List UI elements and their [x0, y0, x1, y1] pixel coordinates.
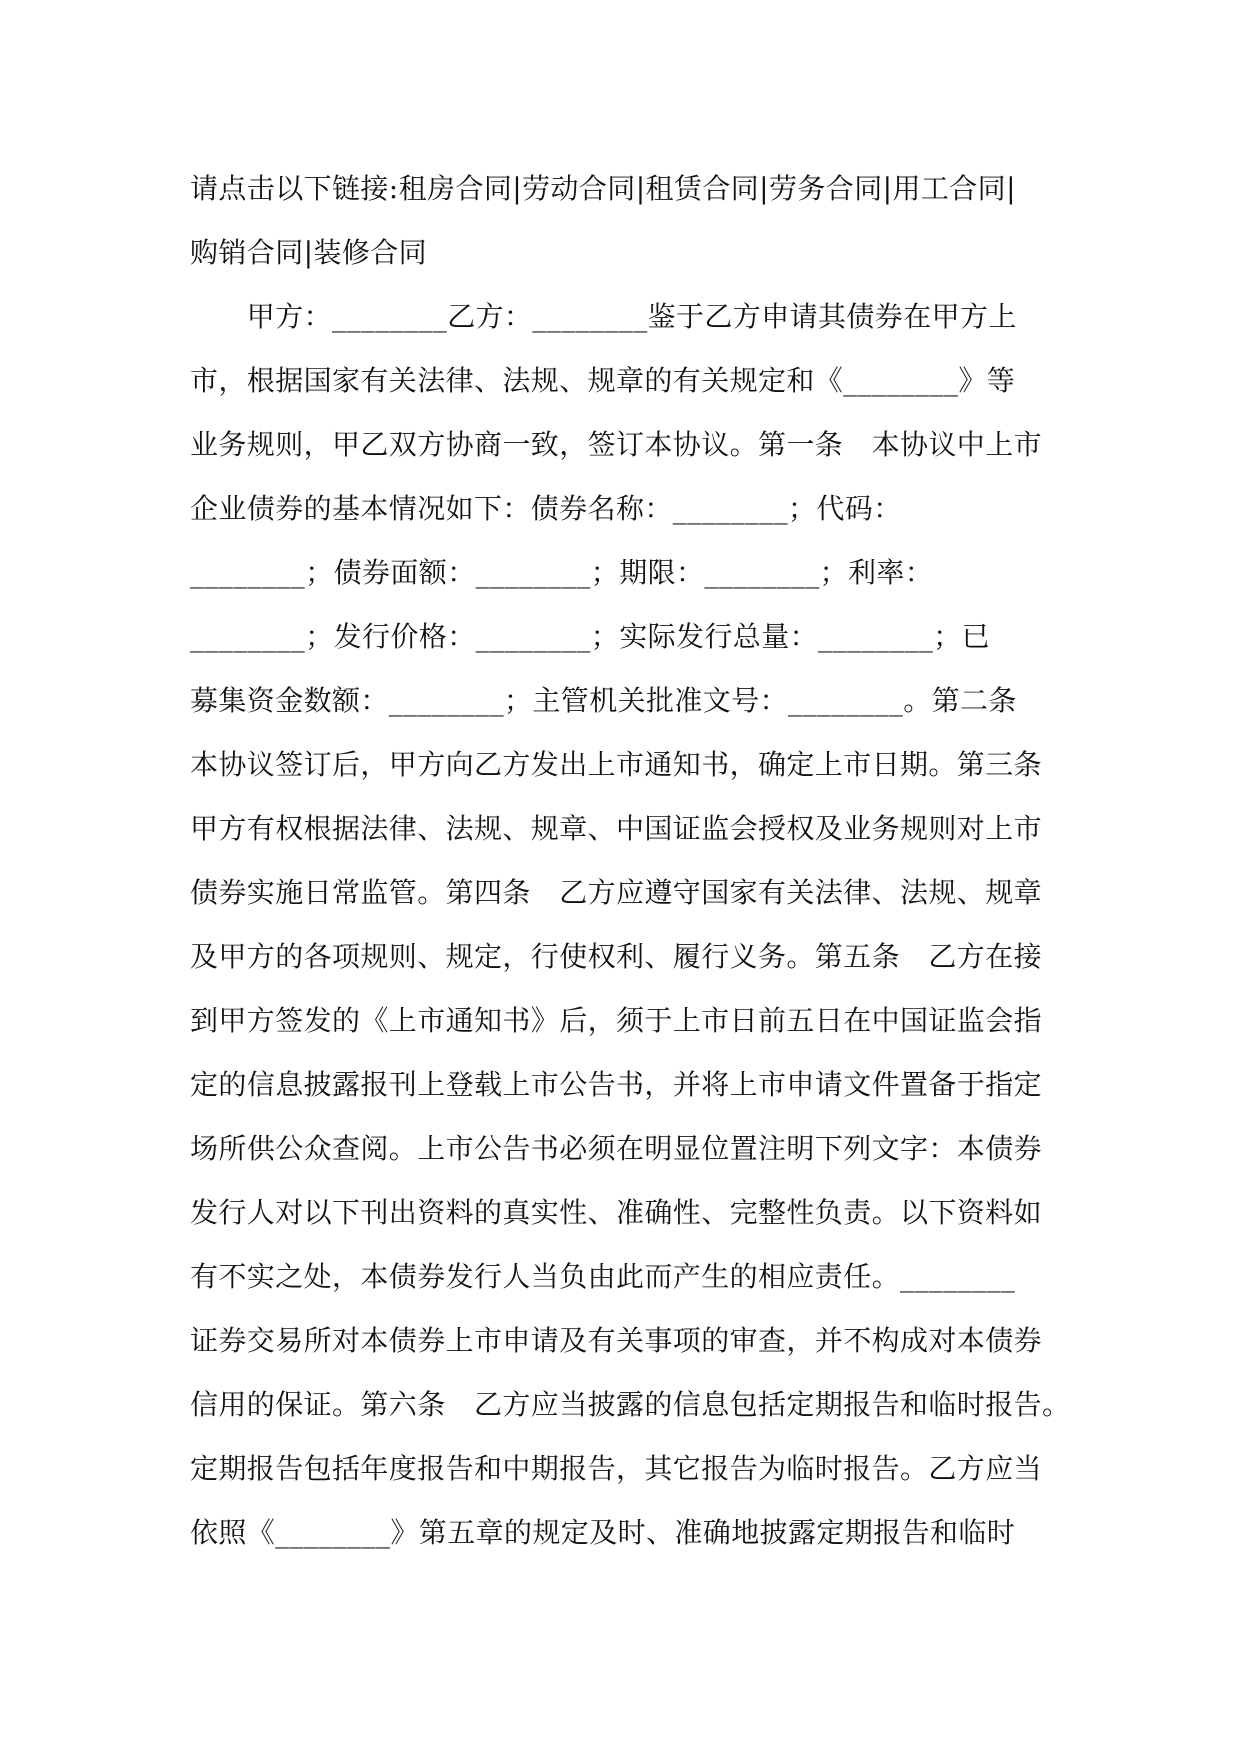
- link-separator: |: [882, 172, 893, 205]
- link-labor-contract[interactable]: 劳动合同: [522, 172, 636, 205]
- document-body: [190, 157, 1071, 1565]
- contract-links-line-2: [190, 221, 1060, 285]
- paragraph-line: 业务规则，甲乙双方协商一致，签订本协议。第一条 本协议中上市: [190, 428, 1043, 461]
- links-prefix: 请点击以下链接:: [190, 172, 399, 205]
- paragraph-line: 甲方有权根据法律、法规、规章、中国证监会授权及业务规则对上市: [190, 812, 1043, 845]
- link-separator: |: [512, 172, 523, 205]
- paragraph-line: ________；债券面额：________；期限：________；利率：: [190, 556, 934, 589]
- contract-links-line-1: [190, 157, 1060, 221]
- paragraph-line: 本协议签订后，甲方向乙方发出上市通知书，确定上市日期。第三条: [190, 748, 1043, 781]
- paragraph-line: 发行人对以下刊出资料的真实性、准确性、完整性负责。以下资料如: [190, 1196, 1043, 1229]
- link-service-contract[interactable]: 劳务合同: [769, 172, 883, 205]
- paragraph-line: 及甲方的各项规则、规定，行使权利、履行义务。第五条 乙方在接: [190, 940, 1043, 973]
- paragraph-line: ________；发行价格：________；实际发行总量：________；已: [190, 620, 991, 653]
- link-separator: |: [1006, 172, 1016, 205]
- link-separator: |: [303, 236, 314, 269]
- paragraph-line: 依照《________》第五章的规定及时、准确地披露定期报告和临时: [190, 1516, 1016, 1549]
- link-lease-contract[interactable]: 租赁合同: [645, 172, 760, 205]
- paragraph-line: 证券交易所对本债券上市申请及有关事项的审查，并不构成对本债券: [190, 1324, 1043, 1357]
- link-purchase-sales-contract[interactable]: 购销合同: [190, 236, 304, 269]
- paragraph-line: 定的信息披露报刊上登载上市公告书，并将上市申请文件置备于指定: [190, 1068, 1043, 1101]
- paragraph-line: 市，根据国家有关法律、法规、规章的有关规定和《________》等: [190, 364, 1016, 397]
- paragraph-line: 甲方：________乙方：________鉴于乙方申请其债券在甲方上: [190, 300, 1017, 333]
- link-decoration-contract[interactable]: 装修合同: [313, 236, 428, 269]
- link-employment-contract[interactable]: 用工合同: [892, 172, 1007, 205]
- paragraph-line: 信用的保证。第六条 乙方应当披露的信息包括定期报告和临时报告。: [190, 1388, 1071, 1421]
- paragraph-line: 有不实之处，本债券发行人当负由此而产生的相应责任。________: [190, 1260, 1016, 1293]
- paragraph-line: 定期报告包括年度报告和中期报告，其它报告为临时报告。乙方应当: [190, 1452, 1043, 1485]
- paragraph-line: 场所供公众查阅。上市公告书必须在明显位置注明下列文字：本债券: [190, 1132, 1043, 1165]
- link-separator: |: [759, 172, 769, 205]
- paragraph-line: 募集资金数额：________；主管机关批准文号：________。第二条: [190, 684, 1017, 717]
- paragraph-line: 债券实施日常监管。第四条 乙方应遵守国家有关法律、法规、规章: [190, 876, 1043, 909]
- paragraph-line: 企业债券的基本情况如下：债券名称：________；代码：: [190, 492, 902, 525]
- link-rent-contract[interactable]: 租房合同: [398, 172, 513, 205]
- paragraph-line: 到甲方签发的《上市通知书》后，须于上市日前五日在中国证监会指: [190, 1004, 1043, 1037]
- link-separator: |: [635, 172, 646, 205]
